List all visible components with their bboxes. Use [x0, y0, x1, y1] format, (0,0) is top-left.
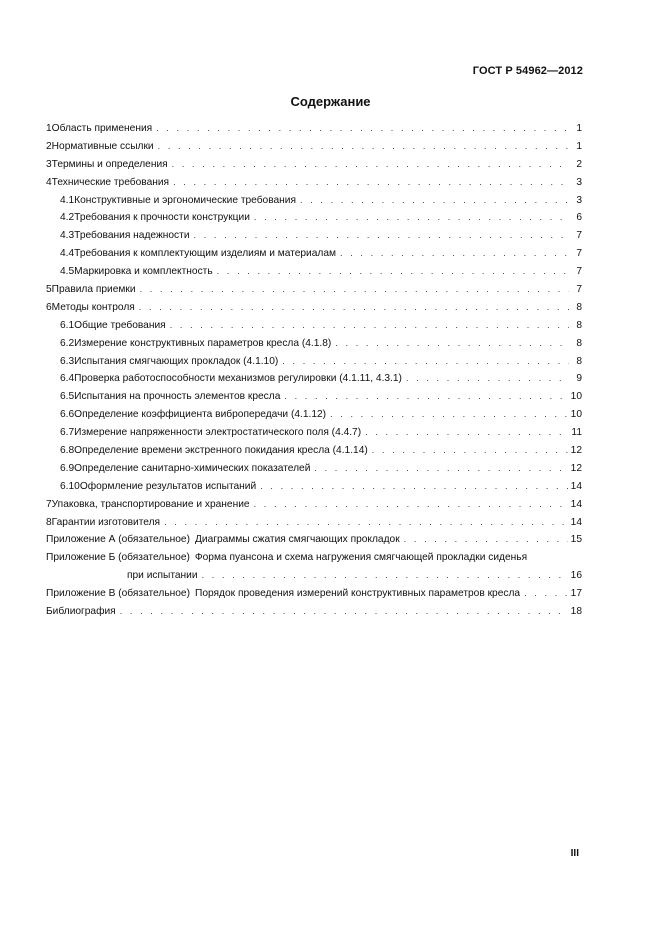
dot-leader — [158, 138, 569, 156]
toc-label: Измерение конструктивных параметров кресла (4.1.8) — [74, 337, 332, 349]
toc-entry[interactable] — [46, 245, 582, 263]
appendix-prefix: Приложение А (обязательное) — [46, 534, 190, 546]
toc-label: Методы контроля — [51, 301, 135, 313]
dot-leader — [254, 209, 569, 227]
toc-page: 8 — [576, 355, 582, 367]
dot-leader — [314, 460, 567, 478]
dot-leader — [365, 424, 568, 442]
toc-entry[interactable] — [46, 370, 582, 388]
toc-number: 3 — [46, 158, 52, 170]
page-title: Содержание — [290, 94, 371, 109]
toc-page: 7 — [576, 230, 582, 242]
toc-entry[interactable] — [46, 281, 582, 299]
toc-number: 4.2 — [60, 212, 75, 224]
toc-label: Термины и определения — [51, 158, 168, 170]
toc-page: 6 — [576, 212, 582, 224]
toc-entry[interactable] — [46, 192, 582, 210]
toc-page: 14 — [570, 480, 582, 492]
dot-leader — [139, 299, 569, 317]
toc-number: 5 — [46, 284, 52, 296]
toc-label: Определение времени экстренного покидания кресла (4.1.14) — [74, 445, 368, 457]
toc-page: 8 — [576, 301, 582, 313]
document-code: ГОСТ Р 54962—2012 — [472, 65, 583, 77]
dot-leader — [172, 156, 569, 174]
toc-page: 12 — [570, 462, 582, 474]
dot-leader — [284, 388, 567, 406]
dot-leader — [194, 227, 569, 245]
toc-number: 4.4 — [60, 248, 75, 260]
appendix-label: Диаграммы сжатия смягчающих прокладок — [195, 534, 400, 546]
toc-entry[interactable] — [46, 120, 582, 138]
appendix-label: Порядок проведения измерений конструктивных параметров кресла — [195, 588, 521, 600]
toc-page: 8 — [576, 337, 582, 349]
toc-page: 18 — [570, 606, 582, 618]
toc-page: 1 — [576, 123, 582, 134]
toc-entry[interactable] — [46, 209, 582, 227]
toc-number: 4 — [46, 176, 52, 188]
toc-label: Определение санитарно-химических показателей — [74, 462, 311, 474]
toc-number: 6.8 — [60, 445, 75, 457]
dot-leader — [335, 335, 569, 353]
toc-number: 6.7 — [60, 427, 75, 439]
dot-leader — [300, 192, 569, 210]
toc-page: 1 — [576, 140, 582, 152]
toc-entry[interactable] — [46, 406, 582, 424]
dot-leader — [330, 406, 568, 424]
toc-number: 6.1 — [60, 319, 75, 331]
toc-label: Конструктивные и эргономические требования — [74, 194, 297, 206]
toc-label: Требования к прочности конструкции — [74, 212, 250, 224]
toc-entry[interactable] — [46, 478, 582, 496]
toc-label: Маркировка и комплектность — [74, 266, 213, 278]
page-number: III — [570, 848, 579, 859]
toc-page: 14 — [570, 516, 582, 528]
toc-page: 17 — [570, 588, 582, 600]
toc-page: 10 — [570, 391, 582, 403]
toc-page: 12 — [570, 445, 582, 457]
appendix-label-continuation: при испытании — [127, 570, 198, 582]
toc-label: Нормативные ссылки — [51, 140, 154, 152]
toc-entry[interactable] — [46, 353, 582, 371]
dot-leader — [156, 120, 569, 138]
toc-page: 14 — [570, 498, 582, 510]
toc-label: Гарантии изготовителя — [51, 516, 161, 528]
dot-leader — [254, 496, 568, 514]
toc-entry[interactable] — [46, 227, 582, 245]
toc-number: 7 — [46, 498, 52, 510]
toc-label: Упаковка, транспортирование и хранение — [51, 498, 250, 510]
toc-number: 4.3 — [60, 230, 75, 242]
toc-label: Область применения — [51, 123, 153, 134]
toc-page: 7 — [576, 284, 582, 296]
toc-number: 8 — [46, 516, 52, 528]
toc-page: 16 — [570, 570, 582, 582]
dot-leader — [173, 174, 569, 192]
toc-entry[interactable] — [46, 138, 582, 156]
toc-label: Правила приемки — [51, 284, 136, 296]
toc-number: 6.6 — [60, 409, 75, 421]
toc-entry[interactable] — [46, 317, 582, 335]
toc-page: 3 — [576, 176, 582, 188]
dot-leader — [140, 281, 569, 299]
toc-label: Проверка работоспособности механизмов регулировки (4.1.11, 4.3.1) — [74, 373, 402, 385]
toc-label: Испытания смягчающих прокладок (4.1.10) — [74, 355, 279, 367]
toc-entry[interactable] — [46, 299, 582, 317]
toc-number: 4.1 — [60, 194, 75, 206]
dot-leader — [406, 370, 569, 388]
toc-entry[interactable] — [46, 514, 582, 532]
toc-page: 8 — [576, 319, 582, 331]
dot-leader — [524, 585, 568, 603]
toc-number: 1 — [46, 123, 52, 134]
toc-number: 6.9 — [60, 462, 75, 474]
dot-leader — [164, 514, 568, 532]
table-of-contents — [46, 120, 582, 621]
dot-leader — [260, 478, 567, 496]
toc-page: 3 — [576, 194, 582, 206]
toc-entry[interactable] — [46, 388, 582, 406]
appendix-prefix: Приложение В (обязательное) — [46, 588, 190, 600]
toc-page: 10 — [570, 409, 582, 421]
toc-page: 2 — [576, 158, 582, 170]
toc-number: 6.10 — [60, 480, 80, 492]
toc-number: 6.5 — [60, 391, 75, 403]
dot-leader — [340, 245, 569, 263]
dot-leader — [202, 567, 568, 585]
toc-number: 6.3 — [60, 355, 75, 367]
toc-entry[interactable] — [46, 496, 582, 514]
toc-label: Определение коэффициента вибропередачи (4.1.12) — [74, 409, 327, 421]
toc-label: Измерение напряженности электростатического поля (4.4.7) — [74, 427, 362, 439]
toc-page: 11 — [571, 427, 582, 439]
toc-appendix-b-continuation[interactable] — [46, 567, 582, 585]
toc-entry[interactable] — [46, 442, 582, 460]
dot-leader — [120, 603, 568, 621]
toc-entry[interactable] — [46, 263, 582, 281]
toc-page: 7 — [576, 248, 582, 260]
toc-number: 6.2 — [60, 337, 75, 349]
toc-number: 2 — [46, 140, 52, 152]
dot-leader — [404, 531, 568, 549]
toc-entry[interactable] — [46, 156, 582, 174]
toc-entry[interactable] — [46, 174, 582, 192]
toc-label: Испытания на прочность элементов кресла — [74, 391, 281, 403]
toc-label: Требования надежности — [74, 230, 190, 242]
toc-number: 6.4 — [60, 373, 75, 385]
appendix-prefix: Приложение Б (обязательное) — [46, 552, 190, 564]
toc-number: 6 — [46, 301, 52, 313]
dot-leader — [282, 353, 569, 371]
toc-page: 7 — [576, 266, 582, 278]
dot-leader — [217, 263, 569, 281]
toc-entry[interactable] — [46, 424, 582, 442]
toc-appendix-b[interactable] — [46, 549, 582, 567]
dot-leader — [372, 442, 568, 460]
toc-page: 15 — [570, 534, 582, 546]
toc-label: Требования к комплектующим изделиям и материалам — [74, 248, 337, 260]
dot-leader — [170, 317, 569, 335]
toc-entry[interactable] — [46, 335, 582, 353]
toc-label: Технические требования — [51, 176, 170, 188]
toc-label: Общие требования — [74, 319, 166, 331]
toc-entry[interactable] — [46, 460, 582, 478]
toc-label: Оформление результатов испытаний — [79, 480, 257, 492]
bibliography-label: Библиография — [46, 606, 116, 618]
appendix-label: Форма пуансона и схема нагружения смягчающей прокладки сиденья — [194, 552, 528, 564]
toc-appendix-c[interactable] — [46, 585, 582, 603]
toc-appendix-a[interactable] — [46, 531, 582, 549]
toc-page: 9 — [576, 373, 582, 385]
toc-bibliography[interactable] — [46, 603, 582, 621]
toc-number: 4.5 — [60, 266, 75, 278]
